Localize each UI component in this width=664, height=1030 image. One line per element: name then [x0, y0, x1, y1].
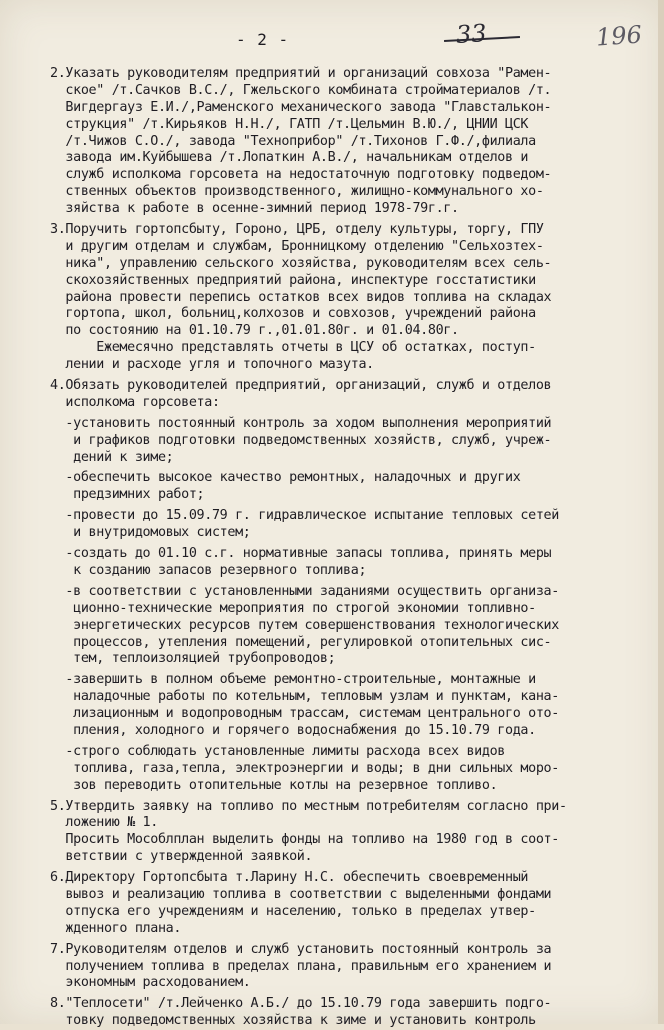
text-line: лизационным и водопроводным трассам, системам центрального ото- [50, 706, 559, 722]
text-line: пления, холодного и горячего водоснабжения до 15.10.79 года. [50, 722, 536, 738]
text-line: 8."Теплосети" /т.Лейченко А.Б./ до 15.10.79 года завершить подго- [50, 996, 552, 1012]
text-line: гортопа, школ, больниц,колхозов и совхозов, учреждений района [50, 306, 536, 322]
text-line: по состоянию на 01.10.79 г.,01.01.80г. и 01.04.80г. [50, 323, 459, 339]
text-line: скохозяйственных предприятий района, инспектуре госстатистики [50, 272, 536, 288]
text-line: исполкома горсовета: [50, 394, 220, 410]
text-line: дений к зиме; [50, 449, 174, 465]
text-line: -обеспечить высокое качество ремонтных, наладочных и других [50, 470, 521, 486]
text-line: 7.Руководителям отделов и служб установить постоянный контроль за [50, 941, 552, 957]
text-line: -создать до 01.10 с.г. нормативные запасы топлива, принять меры [50, 546, 552, 562]
paragraph [50, 470, 650, 504]
text-line: тем, теплоизоляцией трубопроводов; [50, 651, 336, 667]
paragraph [50, 672, 650, 740]
paragraph [50, 996, 650, 1030]
text-line: получением топлива в пределах плана, правильным его хранением и [50, 958, 552, 974]
page-binding-edge [658, 0, 664, 1024]
text-line: -завершить в полном объеме ремонтно-строительные, монтажные и [50, 672, 536, 688]
text-line: топлива, газа,тепла, электроэнергии и воды; в дни сильных моро- [50, 760, 559, 776]
text-line: процессов, утепления помещений, регулировкой отопительных сис- [50, 634, 552, 650]
text-line: -строго соблюдать установленные лимиты расхода всех видов [50, 743, 505, 759]
text-line: Просить Мособлплан выделить фонды на топливо на 1980 год в соот- [50, 832, 559, 848]
text-line: энергетических ресурсов путем совершенствования технологических [50, 617, 559, 633]
paragraph [50, 508, 650, 542]
paragraph [50, 942, 650, 993]
text-line: товку подведомственных хозяйства к зиме и установить контроль [50, 1013, 536, 1029]
paragraph [50, 66, 650, 218]
text-line: 5.Утвердить заявку на топливо по местным потребителям согласно при- [50, 798, 567, 814]
text-line: 4.Обязать руководителей предприятий, организаций, служб и отделов [50, 378, 552, 394]
text-line: наладочные работы по котельным, тепловым узлам и пунктам, кана- [50, 689, 559, 705]
text-line: отпуска его учреждениям и населению, только в пределах утвер- [50, 903, 536, 919]
paragraph [50, 744, 650, 795]
text-line: вывоз и реализацию топлива в соответствии с выделенными фондами [50, 886, 552, 902]
paragraph [50, 416, 650, 467]
text-line: 3.Поручить гортопсбыту, Гороно, ЦРБ, отделу культуры, торгу, ГПУ [50, 222, 544, 238]
text-line: и графиков подготовки подведомственных хозяйств, служб, учреж- [50, 432, 552, 448]
text-line: завода им.Куйбышева /т.Лопаткин А.В./, начальникам отделов и [50, 150, 529, 166]
text-line: /т.Чижов С.О./, завода "Технoприбор" /т.Тихонов Г.Ф./,филиала [50, 133, 536, 149]
text-line: служб исполкома горсовета на недостаточную подготовку подведом- [50, 167, 552, 183]
text-line: зяйства к работе в осенне-зимний период 1978-79г.г. [50, 201, 459, 217]
text-line: и другим отделам и службам, Бронницкому отделению "Сельхозтех- [50, 238, 544, 254]
archive-mark-secondary: 196 [595, 20, 643, 52]
page-number: - 2 - [236, 30, 290, 49]
paragraph [50, 870, 650, 938]
text-line: 6.Директору Гортопсбыта т.Ларину Н.С. обеспечить своевременный [50, 870, 529, 886]
text-line: ложению № 1. [50, 815, 158, 831]
text-line: жденного плана. [50, 920, 182, 936]
text-line: зов переводить отопительные котлы на резервное топливо. [50, 777, 498, 793]
text-line: предзимних работ; [50, 487, 205, 503]
text-line: -установить постоянный контроль за ходом выполнения мероприятий [50, 415, 552, 431]
text-line: района провести перепись остатков всех видов топлива на складах [50, 289, 552, 305]
text-line: экономным расходованием. [50, 975, 251, 991]
text-line: ственных объектов производственного, жилищно-коммунального хо- [50, 184, 544, 200]
text-line: -в соответствии с установленными заданиями осуществить организа- [50, 583, 559, 599]
document-body [50, 66, 650, 1030]
text-line: лении и расходе угля и топочного мазута. [50, 357, 374, 373]
paragraph [50, 546, 650, 580]
text-line: ника", управлению сельского хозяйства, руководителям всех сель- [50, 255, 552, 271]
text-line: к созданию запасов резервного топлива; [50, 562, 367, 578]
text-line: ветствии с утвержденной заявкой. [50, 849, 313, 865]
text-line: 2.Указать руководителям предприятий и организаций совхоза "Рамен- [50, 66, 552, 81]
text-line: и внутридомовых систем; [50, 525, 251, 541]
text-line: ское" /т.Сачков В.С./, Гжельского комбината стройматериалов /т. [50, 82, 552, 98]
paragraph [50, 584, 650, 668]
text-line: -провести до 15.09.79 г. гидравлическое испытание тепловых сетей [50, 508, 559, 524]
archive-mark-primary: 33 [455, 18, 488, 50]
paragraph [50, 378, 650, 412]
text-line: ционно-технические мероприятия по строгой экономии топливно- [50, 600, 536, 616]
paragraph [50, 799, 650, 867]
text-line: Ежемесячно представлять отчеты в ЦСУ об остатках, поступ- [50, 340, 536, 356]
text-line: струкция" /т.Кирьяков Н.Н./, ГАТП /т.Цельмин В.Ю./, ЦНИИ ЦСК [50, 116, 529, 132]
paragraph [50, 222, 650, 374]
text-line: Вигдергауз Е.И./,Раменского механического завода "Главсталькон- [50, 99, 552, 115]
